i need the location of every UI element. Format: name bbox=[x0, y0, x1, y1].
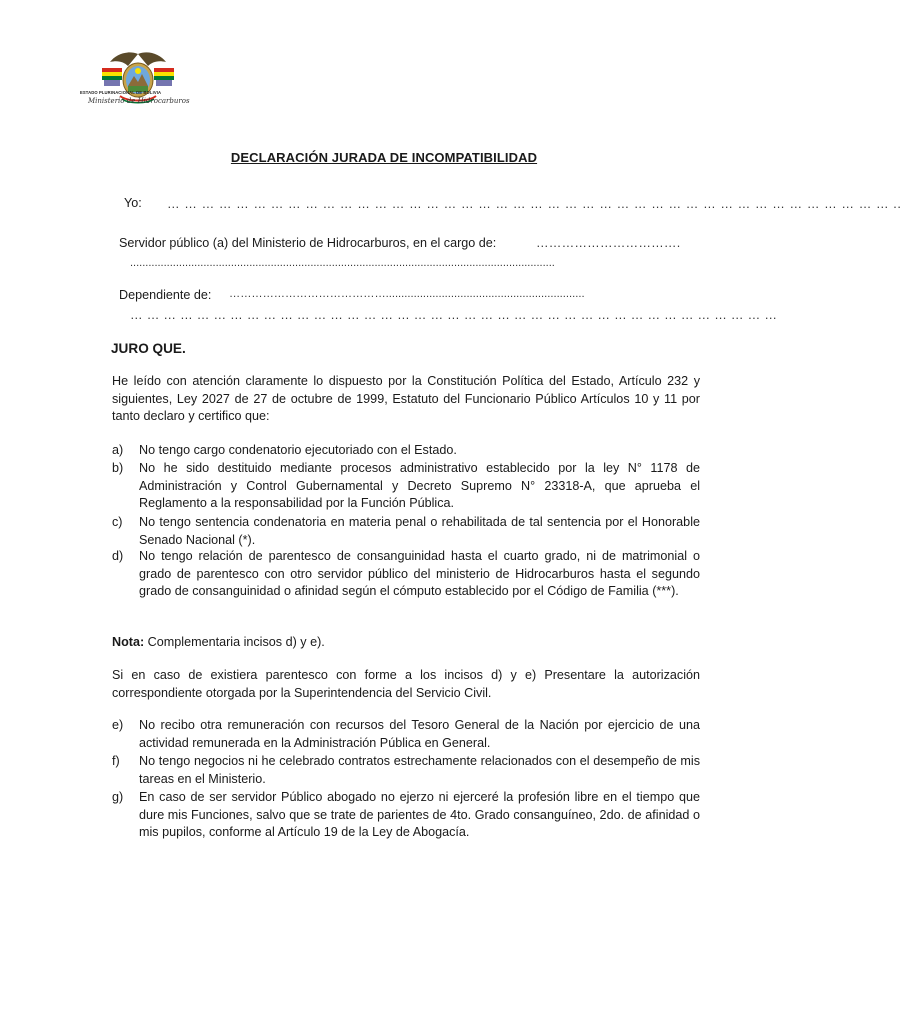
yo-label: Yo: bbox=[124, 196, 142, 210]
logo-ministry-name: Ministerio de Hidrocarburos bbox=[88, 97, 190, 105]
list-marker: e) bbox=[112, 718, 124, 732]
list-marker: f) bbox=[112, 754, 120, 768]
servidor-label: Servidor público (a) del Ministerio de Hidrocarburos, en el cargo de: bbox=[119, 236, 497, 250]
list-item-text: No tengo relación de parentesco de consanguinidad hasta el cuarto grado, ni de matrimonial o grado de parentesco con otro servidor público del ministerio de Hidrocarburos hasta el segundo grado de consanguinidad o afinidad según el cómputo establecido por el Código de Familia (***). bbox=[139, 549, 700, 598]
dependiente-label: Dependiente de: bbox=[119, 288, 212, 302]
nota-label: Nota: bbox=[112, 635, 145, 649]
list-item-text: No he sido destituido mediante procesos administrativo establecido por la ley N° 1178 de Administración y Control Gubernamental y Decreto Supremo N° 23318-A, que aprueba el Reglamento a la responsabilidad por la Función Pública. bbox=[139, 461, 700, 510]
yo-fill-line[interactable]: … … … … … … … … … … … … … … … … … … … … … … … … … … … … … … … … … … … … … … … … … … .. bbox=[167, 197, 902, 211]
list-item-text: No tengo sentencia condenatoria en materia penal o rehabilitada de tal sentencia por el Honorable Senado Nacional (*). bbox=[139, 515, 700, 547]
nota-text: Complementaria incisos d) y e). bbox=[144, 635, 325, 649]
servidor-fill-line-2[interactable]: ........................................................................................................................................... bbox=[130, 257, 555, 269]
list-marker: b) bbox=[112, 461, 124, 475]
dependiente-fill-line-2[interactable]: … … … … … … … … … … … … … … … … … … … … … … … … … … … … … … … … … … … … … … … bbox=[130, 308, 778, 322]
list-item-text: No tengo cargo condenatorio ejecutoriado con el Estado. bbox=[139, 443, 457, 457]
intro-paragraph: He leído con atención claramente lo dispuesto por la Constitución Política del Estado, Artículo 232 y siguientes, Ley 2027 de 27 de octubre de 1999, Estatuto del Funcionario Público Artículos 10 y 11 por tanto declaro y certifico que: bbox=[112, 374, 700, 423]
juro-heading: JURO QUE. bbox=[111, 341, 186, 356]
nota-paragraph bbox=[112, 634, 700, 652]
cargo-fill-line[interactable]: ……………………………. bbox=[536, 236, 681, 250]
dependiente-fill-line[interactable]: ……………………………………................................................................ bbox=[229, 288, 585, 300]
logo-state-name: ESTADO PLURINACIONAL DE BOLIVIA bbox=[80, 90, 162, 95]
list-marker: a) bbox=[112, 443, 124, 457]
list-marker: g) bbox=[112, 790, 124, 804]
list-item-text: No tengo negocios ni he celebrado contratos estrechamente relacionados con el desempeño de mis tareas en el Ministerio. bbox=[139, 754, 700, 786]
list-marker: d) bbox=[112, 549, 124, 563]
si-caso-paragraph: Si en caso de existiera parentesco con forme a los incisos d) y e) Presentare la autorización correspondiente otorgada por la Superintendencia del Servicio Civil. bbox=[112, 668, 700, 700]
list-marker: c) bbox=[112, 515, 123, 529]
list-item-text: No recibo otra remuneración con recursos del Tesoro General de la Nación por ejercicio de una actividad remunerada en la Administración Pública en General. bbox=[139, 718, 700, 750]
list-item-text: En caso de ser servidor Público abogado no ejerzo ni ejerceré la profesión libre en el tiempo que dure mis Funciones, salvo que se trate de parientes de 4to. Grado consanguíneo, 2do. de afinidad o mis pupilos, conforme al Artículo 19 de la Ley de Abogacía. bbox=[139, 790, 700, 839]
page-title: DECLARACIÓN JURADA DE INCOMPATIBILIDAD bbox=[230, 150, 538, 165]
